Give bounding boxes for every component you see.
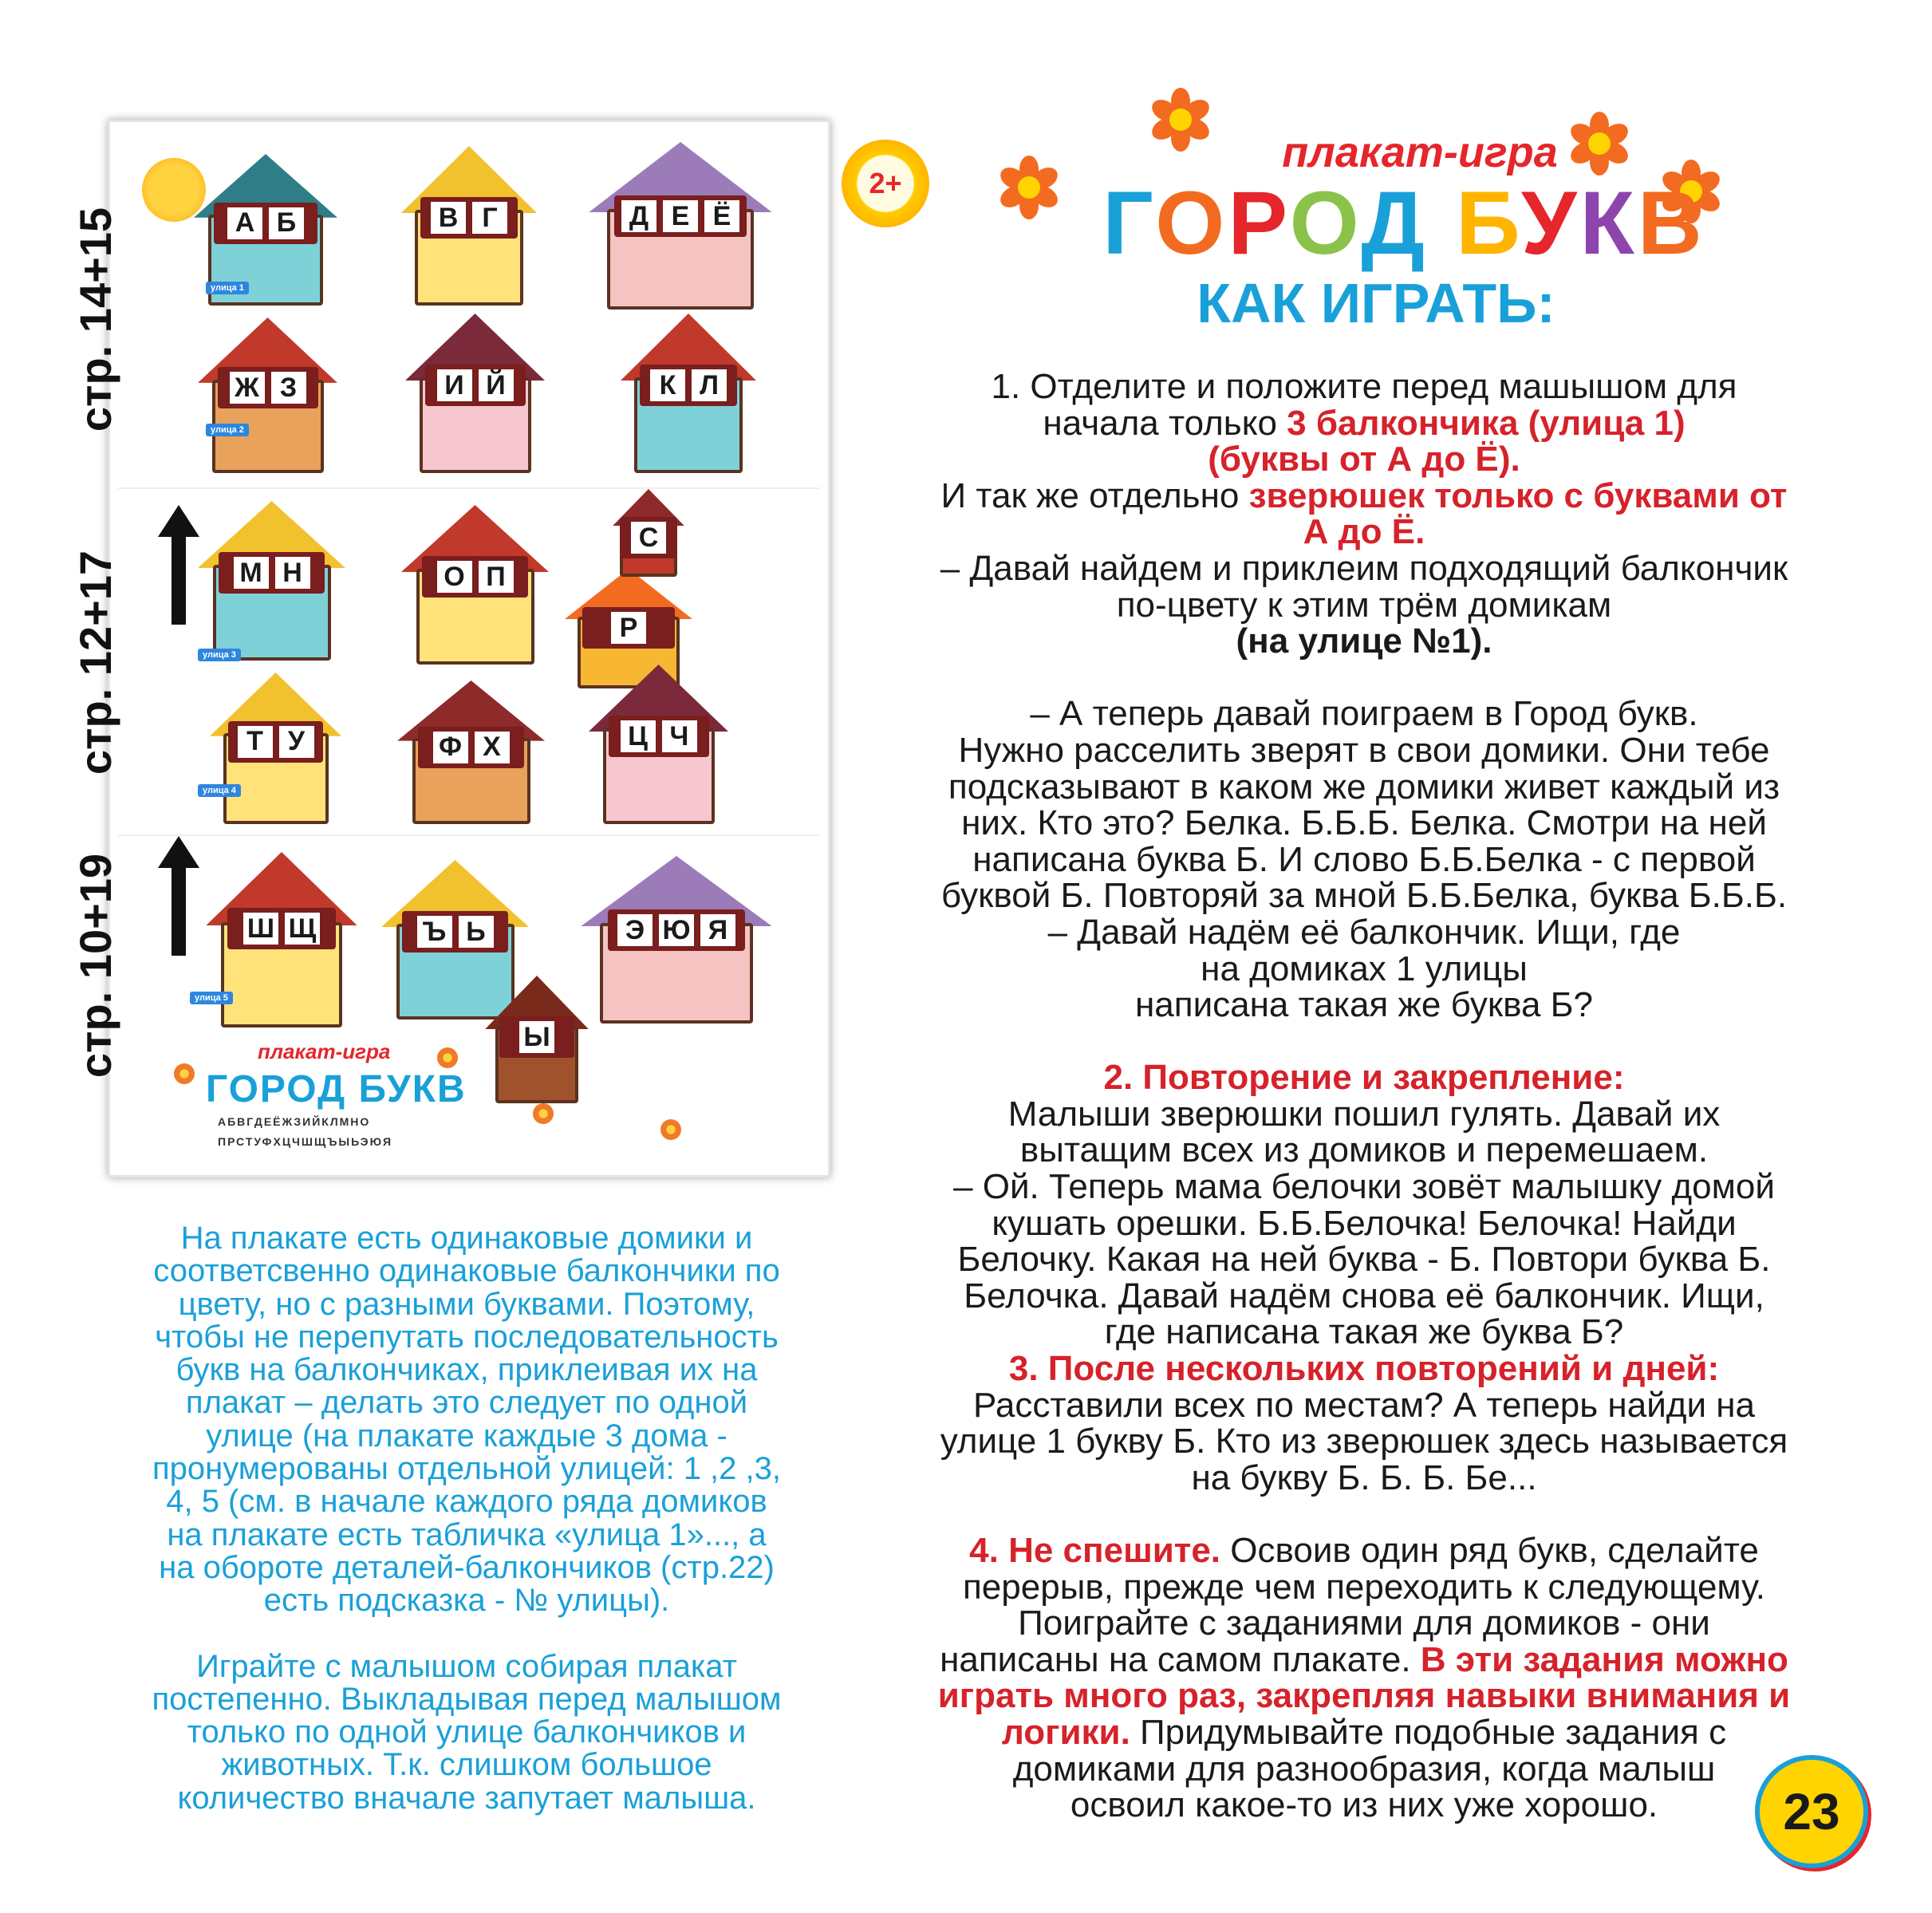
- note-line: цвету, но с разными буквами. Поэтому,: [178, 1286, 755, 1322]
- letter-tile: П: [479, 561, 514, 593]
- house: [589, 665, 728, 824]
- poster-note: [88, 1222, 846, 1815]
- poster-image: [108, 120, 830, 1177]
- flower-icon: [1149, 88, 1212, 152]
- house: [401, 146, 537, 306]
- street-sign: улица 3: [198, 649, 241, 661]
- note-line: плакат – делать это следует по одной: [185, 1385, 748, 1421]
- street-sign: улица 2: [206, 424, 249, 436]
- instructions: [846, 369, 1883, 1824]
- letter-tile: С: [631, 522, 666, 554]
- instruction-line: кушать орешки. Б.Б.Белочка! Белочка! Найди: [992, 1203, 1737, 1243]
- instruction-line: вытащим всех из домиков и перемешаем.: [1019, 1130, 1709, 1170]
- page-label: стр. 12+17: [70, 550, 121, 775]
- house: [621, 314, 756, 473]
- letter-tile: Ц: [621, 720, 656, 752]
- instruction-line: Поиграйте с заданиями для домиков - они: [1018, 1603, 1710, 1643]
- letter-tile: Г: [472, 202, 507, 234]
- instruction-line: играть много раз, закрепляя навыки внимания и: [937, 1676, 1791, 1716]
- note-line: пронумерованы отдельной улицей: 1 ,2 ,3,: [152, 1451, 781, 1487]
- page-label: стр. 14+15: [70, 207, 121, 432]
- instruction-line: Нужно расселить зверят в свои домики. Они тебе: [958, 730, 1770, 770]
- house: [405, 314, 545, 473]
- instruction-line: домиками для разнообразия, когда малыш: [1012, 1749, 1716, 1789]
- letter-tile: Й: [479, 369, 514, 401]
- letter-tile: Р: [611, 612, 646, 644]
- instruction-line: Расставили всех по местам? А теперь найди на: [972, 1385, 1756, 1425]
- letter-tile: Ъ: [417, 916, 452, 948]
- age-badge: 2+: [842, 140, 929, 227]
- instruction-line: Белочка. Давай надём снова её балкончик. Ищи,: [964, 1276, 1764, 1315]
- note-line: животных. Т.к. слишком большое: [221, 1747, 712, 1783]
- note-line: Играйте с малышом собирая плакат: [196, 1648, 737, 1684]
- poster-title-top: плакат-игра: [258, 1039, 391, 1063]
- letter-tile: Ь: [459, 916, 494, 948]
- letter-tile: М: [234, 557, 269, 589]
- house: [210, 673, 341, 824]
- section-title: 3. После нескольких повторений и дней:: [1008, 1349, 1720, 1389]
- letter-tile: Т: [238, 726, 273, 758]
- letter-tile: О: [437, 561, 472, 593]
- letter-tile: Ы: [519, 1021, 554, 1053]
- instruction-line: А до Ё.: [1303, 512, 1425, 552]
- instruction-line: – Давай найдем и приклеим подходящий балкончик: [940, 548, 1788, 588]
- note-line: на плакате есть табличка «улица 1»..., а: [167, 1517, 767, 1552]
- how-to-play-heading: КАК ИГРАТЬ:: [1197, 272, 1555, 334]
- instruction-line: написана такая же буква Б?: [1134, 985, 1594, 1025]
- house: [198, 318, 337, 473]
- instruction-line: них. Кто это? Белка. Б.Б.Б. Белка. Смотри на ней: [961, 803, 1767, 843]
- letter-tile: Ж: [230, 372, 265, 404]
- street-sign: улица 5: [190, 992, 233, 1004]
- letter-tile: Е: [663, 200, 698, 232]
- instruction-line: Малыши зверюшки пошил гулять. Давай их: [1007, 1094, 1721, 1134]
- poster-title-main: ГОРОД БУКВ: [206, 1068, 467, 1110]
- note-line: чтобы не перепутать последовательность: [155, 1319, 779, 1355]
- note-line: постепенно. Выкладывая перед малышом: [152, 1681, 782, 1717]
- instruction-line: начала только 3 балкончика (улица 1): [1043, 403, 1686, 443]
- note-line: улице (на плакате каждые 3 дома -: [206, 1418, 727, 1453]
- instruction-line: Белочку. Какая на ней буква - Б. Повтори буква Б.: [957, 1240, 1771, 1280]
- instruction-line: – Ой. Теперь мама белочки зовёт малышку домой: [953, 1167, 1775, 1207]
- letter-tile: Д: [621, 200, 656, 232]
- street-sign: улица 4: [198, 784, 241, 797]
- page-number: 23: [1755, 1755, 1868, 1868]
- house: [613, 489, 684, 577]
- page-label: стр. 10+19: [70, 853, 121, 1078]
- letter-tile: Щ: [285, 913, 320, 945]
- instruction-line: где написана такая же буква Б?: [1104, 1312, 1624, 1352]
- instruction-line: буквой Б. Повторяй за мной Б.Б.Белка, буква Б.Б.Б.: [940, 876, 1788, 916]
- instruction-line: (буквы от А до Ё).: [1208, 440, 1520, 479]
- poster-alphabet-line: ПРСТУФХЦЧШЩЪЫЬЭЮЯ: [218, 1135, 393, 1148]
- note-line: букв на балкончиках, приклеивая их на: [175, 1352, 758, 1388]
- poster-alphabet-line: АБВГДЕЁЖЗИЙКЛМНО: [218, 1115, 371, 1128]
- house: [485, 976, 589, 1103]
- letter-tile: Б: [269, 207, 304, 239]
- letter-tile: И: [437, 369, 472, 401]
- house: [401, 505, 549, 665]
- instruction-line: – А теперь давай поиграем в Город букв.: [1030, 694, 1698, 734]
- flower-icon: [997, 156, 1061, 219]
- note-line: есть подсказка - № улицы).: [263, 1583, 670, 1619]
- instruction-line: (на улице №1).: [1236, 621, 1492, 661]
- instruction-line: написаны на самом плакате. В эти задания можно: [940, 1639, 1788, 1679]
- heading-title: ГОРОД БУКВ: [1102, 173, 1705, 273]
- note-line: 4, 5 (см. в начале каждого ряда домиков: [166, 1484, 767, 1520]
- instruction-line: – Давай надём её балкончик. Ищи, где: [1047, 912, 1681, 952]
- house: [581, 856, 772, 1024]
- instruction-line: перерыв, прежде чем переходить к следующему.: [962, 1567, 1765, 1607]
- letter-tile: Ю: [659, 914, 694, 946]
- note-line: на обороте деталей-балкончиков (стр.22): [159, 1549, 775, 1585]
- note-line: соответсвенно одинаковые балкончики по: [153, 1253, 780, 1289]
- house: [397, 680, 545, 824]
- letter-tile: Ч: [662, 720, 697, 752]
- section-title: 2. Повторение и закрепление:: [1103, 1058, 1625, 1098]
- letter-tile: Ё: [704, 200, 739, 232]
- instruction-line: написана буква Б. И слово Б.Б.Белка - с первой: [972, 839, 1756, 879]
- instruction-line: освоил какое-то из них уже хорошо.: [1070, 1785, 1658, 1825]
- letter-tile: Ш: [243, 913, 278, 945]
- instruction-line: И так же отдельно зверюшек только с буквами от: [940, 475, 1788, 515]
- house: [589, 142, 772, 310]
- instruction-line: улице 1 букву Б. Кто из зверюшек здесь называется: [940, 1422, 1788, 1461]
- instruction-line: подсказывают в каком же домики живет каждый из: [948, 767, 1780, 807]
- house: [198, 501, 345, 661]
- letter-tile: К: [650, 369, 685, 401]
- instruction-line: логики. Придумывайте подобные задания с: [1001, 1712, 1727, 1752]
- note-line: только по одной улице балкончиков и: [187, 1714, 747, 1750]
- letter-tile: Ф: [433, 732, 468, 763]
- letter-tile: У: [279, 726, 314, 758]
- instruction-line: на домиках 1 улицы: [1201, 949, 1528, 988]
- heading-subtitle: плакат-игра: [1282, 128, 1558, 176]
- note-line: количество вначале запутает малыша.: [177, 1780, 756, 1816]
- letter-tile: А: [227, 207, 262, 239]
- letter-tile: Э: [617, 914, 653, 946]
- letter-tile: Н: [275, 557, 310, 589]
- letter-tile: Х: [475, 732, 510, 763]
- letter-tile: Л: [692, 369, 727, 401]
- letter-tile: В: [431, 202, 466, 234]
- letter-tile: З: [271, 372, 306, 404]
- instruction-line: по-цвету к этим трём домикам: [1116, 585, 1612, 625]
- note-line: На плакате есть одинаковые домики и: [180, 1221, 753, 1256]
- instruction-line: 1. Отделите и положите перед машышом для: [991, 367, 1737, 406]
- letter-tile: Я: [700, 914, 735, 946]
- instruction-line: на букву Б. Б. Б. Бе...: [1191, 1457, 1537, 1497]
- street-sign: улица 1: [206, 282, 249, 294]
- instruction-line: 4. Не спешите. Освоив один ряд букв, сделайте: [969, 1531, 1759, 1570]
